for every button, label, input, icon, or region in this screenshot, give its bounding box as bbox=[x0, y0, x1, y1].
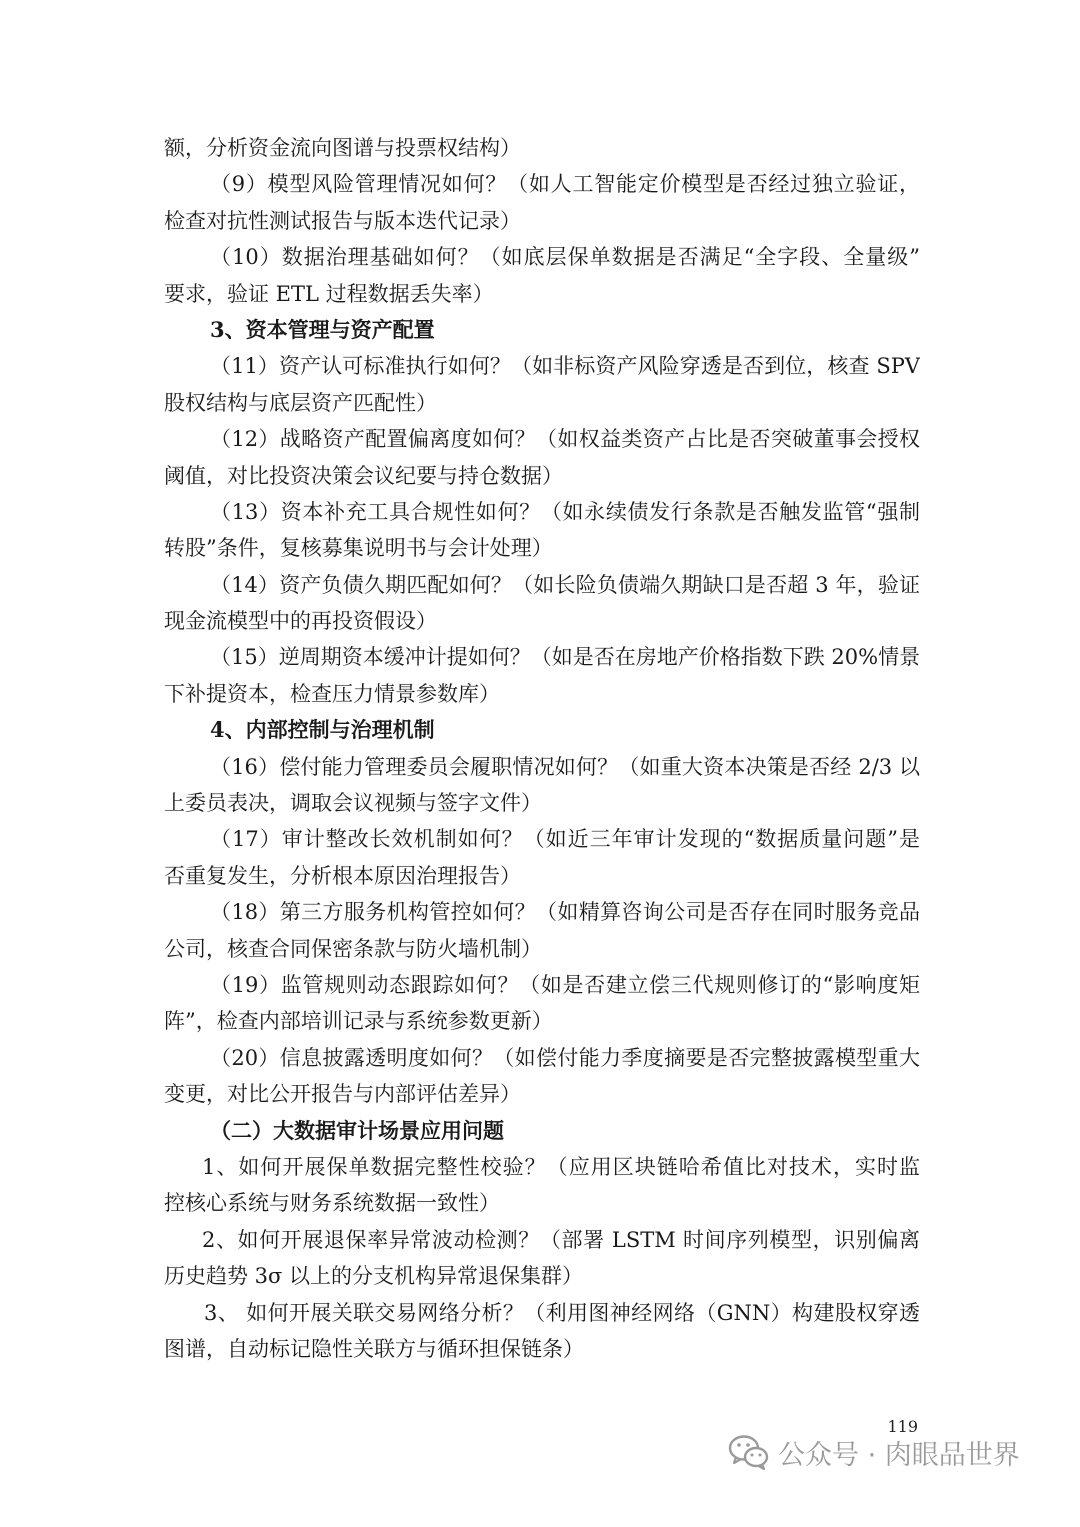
section-heading: （二）大数据审计场景应用问题 bbox=[210, 1117, 504, 1143]
text-line: 额，分析资金流向图谱与投票权结构） bbox=[164, 136, 521, 160]
page-body bbox=[164, 130, 920, 1367]
text-line: （17）审计整改长效机制如何？（如近三年审计发现的“数据质量问题”是 bbox=[210, 827, 920, 852]
text-line: （16）偿付能力管理委员会履职情况如何？（如重大资本决策是否经 2/3 以 bbox=[210, 754, 920, 779]
text-line: 股权结构与底层资产匹配性） bbox=[164, 390, 437, 415]
wechat-icon bbox=[728, 1434, 770, 1470]
text-line: （14）资产负债久期匹配如何？（如长险负债端久期缺口是否超 3 年，验证 bbox=[210, 572, 920, 597]
text-line: （10）数据治理基础如何？（如底层保单数据是否满足“全字段、全量级” bbox=[210, 245, 920, 270]
text-line: （19）监管规则动态跟踪如何？（如是否建立偿三代规则修订的“影响度矩 bbox=[210, 972, 920, 997]
text-line: （15）逆周期资本缓冲计提如何？（如是否在房地产价格指数下跌 20%情景 bbox=[210, 645, 920, 670]
text-line: 上委员表决，调取会议视频与签字文件） bbox=[164, 791, 542, 816]
text-line: 公司，核查合同保密条款与防火墙机制） bbox=[164, 936, 542, 961]
text-line: （12）战略资产配置偏离度如何？（如权益类资产占比是否突破董事会授权 bbox=[210, 427, 920, 452]
text-line: 现金流模型中的再投资假设） bbox=[164, 609, 437, 634]
text-line: 2、如何开展退保率异常波动检测？（部署 LSTM 时间序列模型，识别偏离 bbox=[202, 1227, 920, 1252]
text-line: （13）资本补充工具合规性如何？（如永续债发行条款是否触发监管“强制 bbox=[210, 499, 920, 524]
watermark-text: 公众号 · 肉眼品世界 bbox=[778, 1439, 1020, 1471]
text-line: 否重复发生，分析根本原因治理报告） bbox=[164, 863, 521, 888]
text-line: 下补提资本，检查压力情景参数库） bbox=[164, 681, 500, 706]
text-line: 要求，验证 ETL 过程数据丢失率） bbox=[164, 281, 494, 306]
section-heading: 4、内部控制与治理机制 bbox=[210, 717, 435, 743]
text-line: 图谱，自动标记隐性关联方与循环担保链条） bbox=[164, 1336, 584, 1361]
section-heading: 3、资本管理与资产配置 bbox=[210, 316, 435, 342]
text-line: 3、 如何开展关联交易网络分析？（利用图神经网络（GNN）构建股权穿透 bbox=[204, 1300, 920, 1325]
text-line: 控核心系统与财务系统数据一致性） bbox=[164, 1191, 500, 1216]
text-line: 转股”条件，复核募集说明书与会计处理） bbox=[164, 536, 553, 561]
text-line: （18）第三方服务机构管控如何？（如精算咨询公司是否存在同时服务竞品 bbox=[210, 900, 920, 925]
watermark bbox=[728, 1430, 1020, 1474]
text-line: （9）模型风险管理情况如何？（如人工智能定价模型是否经过独立验证， bbox=[210, 172, 920, 197]
text-line: 1、如何开展保单数据完整性校验？（应用区块链哈希值比对技术，实时监 bbox=[202, 1154, 920, 1179]
text-line: 检查对抗性测试报告与版本迭代记录） bbox=[164, 208, 521, 233]
text-line: （20）信息披露透明度如何？（如偿付能力季度摘要是否完整披露模型重大 bbox=[210, 1045, 920, 1070]
text-line: 阈值，对比投资决策会议纪要与持仓数据） bbox=[164, 463, 563, 488]
page-number: 119 bbox=[887, 1417, 918, 1436]
text-line: 变更，对比公开报告与内部评估差异） bbox=[164, 1082, 521, 1107]
text-line: （11）资产认可标准执行如何？（如非标资产风险穿透是否到位，核查 SPV bbox=[210, 354, 920, 379]
text-line: 阵”，检查内部培训记录与系统参数更新） bbox=[164, 1009, 553, 1034]
text-line: 历史趋势 3σ 以上的分支机构异常退保集群） bbox=[164, 1264, 584, 1289]
